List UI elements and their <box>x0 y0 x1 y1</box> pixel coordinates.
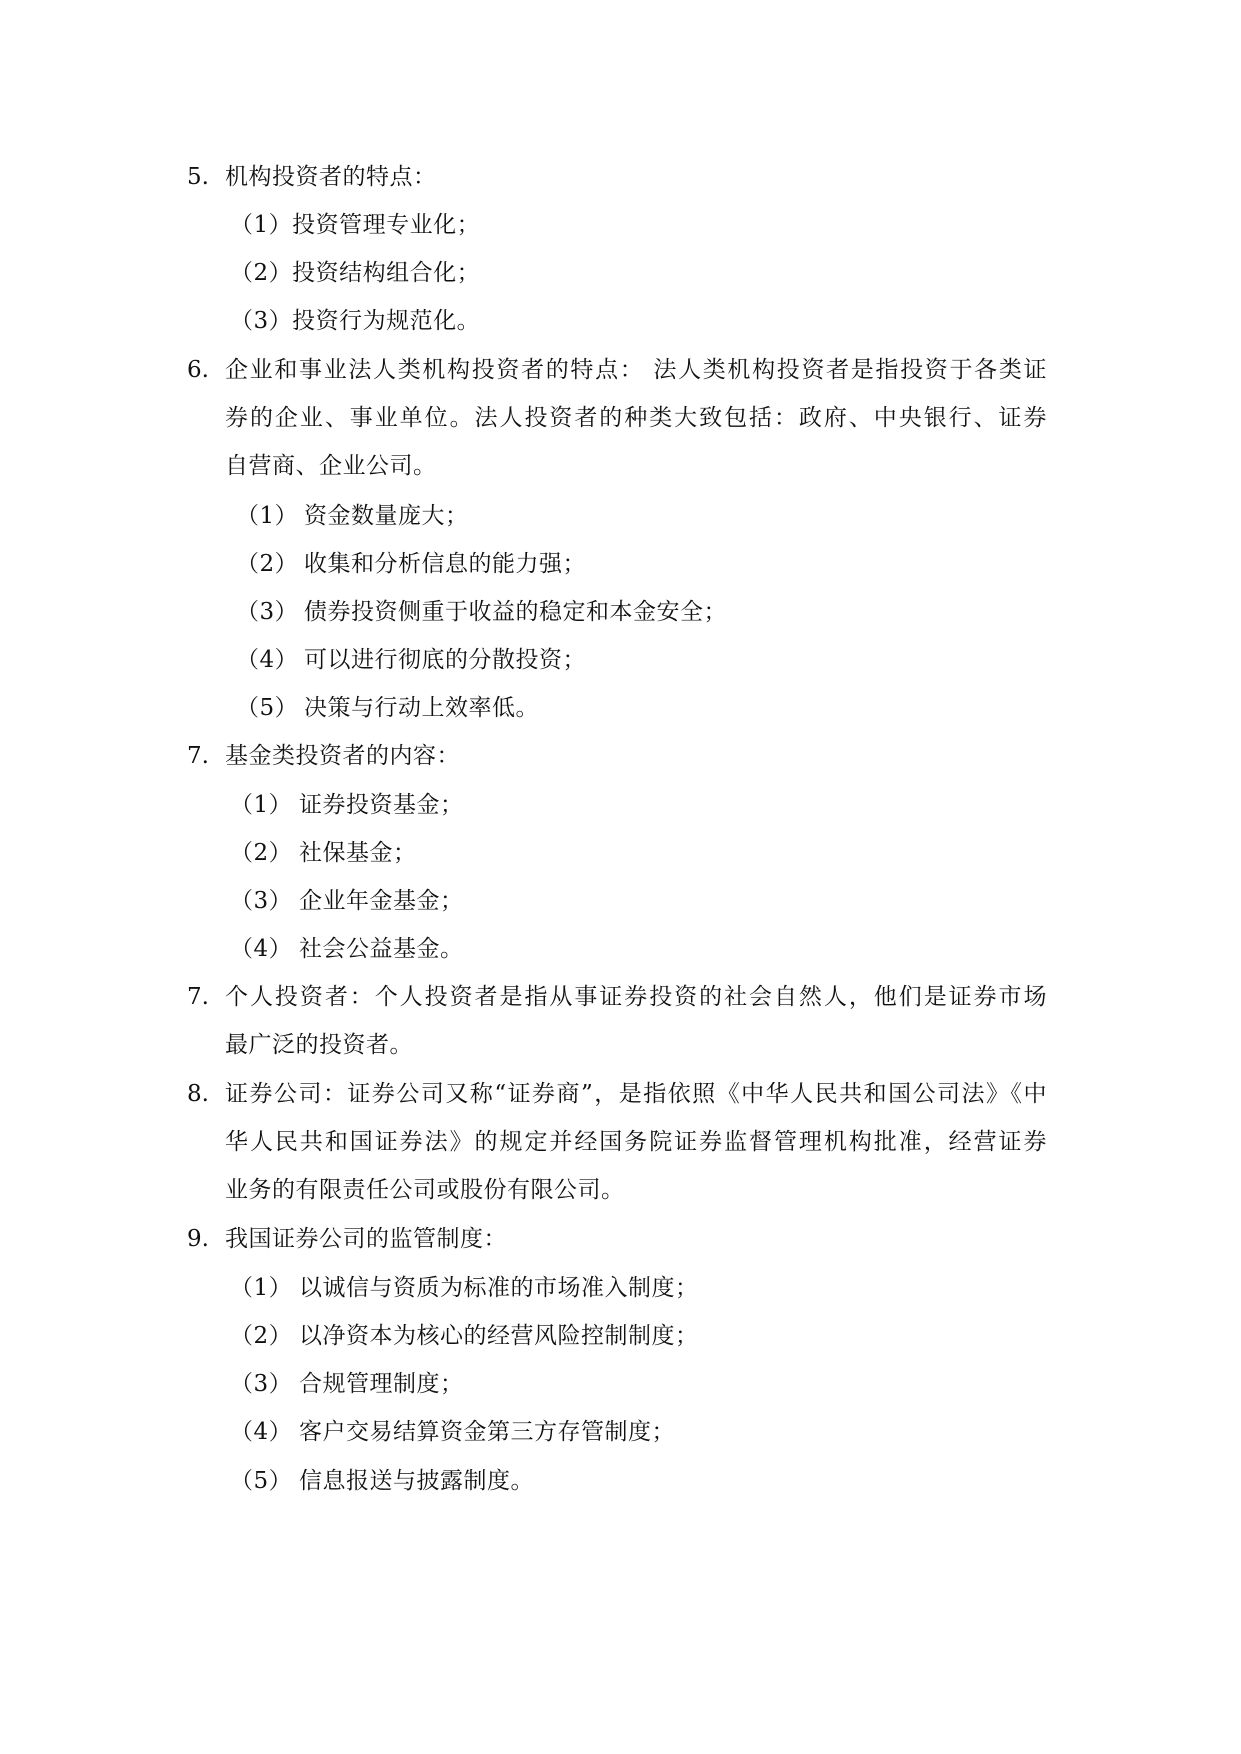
paragraph-line: 华人民共和国证券法》的规定并经国务院证券监督管理机构批准，经营证券 <box>225 1129 1047 1155</box>
list-item-label: （1） <box>236 503 299 529</box>
section-title: 我国证券公司的监管制度： <box>225 1226 507 1252</box>
section-number: 5. <box>187 164 209 190</box>
section-number: 9. <box>187 1226 209 1252</box>
list-item-label: （1） <box>230 792 293 818</box>
section-title: 机构投资者的特点： <box>225 164 437 190</box>
list-item-label: （5） <box>230 1468 293 1494</box>
list-item-text: 以诚信与资质为标准的市场准入制度； <box>299 1275 699 1301</box>
list-item-text: 企业年金基金； <box>299 888 464 914</box>
list-item: （3）投资行为规范化。 <box>230 308 481 334</box>
section-title: 基金类投资者的内容： <box>225 743 460 769</box>
list-item-text: 合规管理制度； <box>299 1371 464 1397</box>
list-item-label: （2） <box>236 551 299 577</box>
list-item-label: （2） <box>230 840 293 866</box>
section-number: 7. <box>187 743 209 769</box>
paragraph-line: 最广泛的投资者。 <box>225 1032 413 1058</box>
list-item-label: （3） <box>230 1371 293 1397</box>
list-item-text: 社会公益基金。 <box>299 936 464 962</box>
list-item-text: 可以进行彻底的分散投资； <box>304 647 586 673</box>
paragraph-line: 业务的有限责任公司或股份有限公司。 <box>225 1177 625 1203</box>
section-number: 7. <box>187 984 209 1010</box>
list-item-text: 决策与行动上效率低。 <box>304 695 539 721</box>
paragraph-line: 企业和事业法人类机构投资者的特点： 法人类机构投资者是指投资于各类证 <box>225 357 1047 383</box>
list-item-text: 信息报送与披露制度。 <box>299 1468 534 1494</box>
paragraph-line: 券的企业、事业单位。法人投资者的种类大致包括：政府、中央银行、证券 <box>225 405 1047 431</box>
list-item-text: 证券投资基金； <box>299 792 464 818</box>
list-item-label: （4） <box>230 1419 293 1445</box>
list-item: （1）投资管理专业化； <box>230 212 481 238</box>
list-item-text: 债券投资侧重于收益的稳定和本金安全； <box>304 599 727 625</box>
section-number: 6. <box>187 357 209 383</box>
paragraph-line: 证券公司：证券公司又称“证券商”，是指依照《中华人民共和国公司法》《中 <box>225 1081 1047 1107</box>
list-item-label: （4） <box>236 647 299 673</box>
list-item-text: 社保基金； <box>299 840 417 866</box>
section-number: 8. <box>187 1081 209 1107</box>
list-item-text: 以净资本为核心的经营风险控制制度； <box>299 1323 699 1349</box>
list-item-text: 客户交易结算资金第三方存管制度； <box>299 1419 675 1445</box>
paragraph-line: 自营商、企业公司。 <box>225 453 437 479</box>
list-item-label: （3） <box>230 888 293 914</box>
list-item-text: 资金数量庞大； <box>304 503 469 529</box>
list-item-text: 收集和分析信息的能力强； <box>304 551 586 577</box>
list-item-label: （3） <box>236 599 299 625</box>
list-item: （2）投资结构组合化； <box>230 260 481 286</box>
list-item-label: （5） <box>236 695 299 721</box>
list-item-label: （1） <box>230 1275 293 1301</box>
list-item-label: （4） <box>230 936 293 962</box>
list-item-label: （2） <box>230 1323 293 1349</box>
paragraph-line: 个人投资者：个人投资者是指从事证券投资的社会自然人，他们是证券市场 <box>225 984 1047 1010</box>
